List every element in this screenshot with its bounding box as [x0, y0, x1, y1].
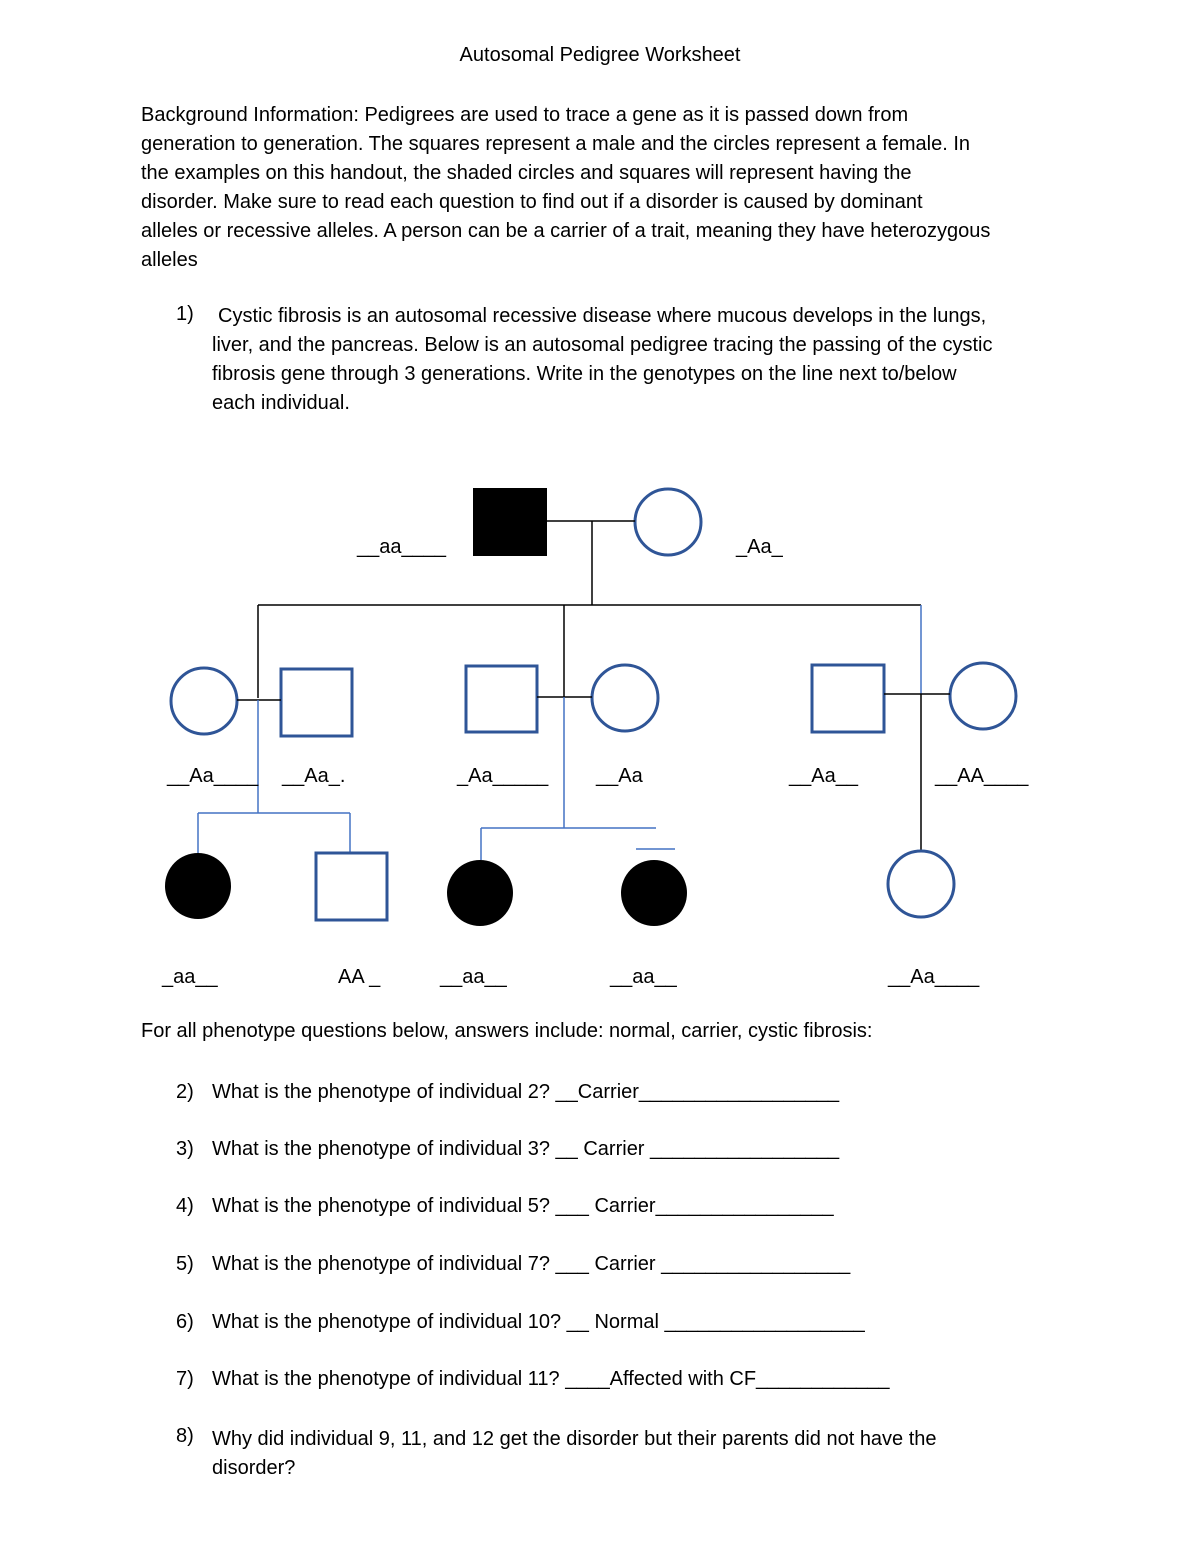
question-1-number: 1) — [176, 303, 194, 325]
genotype-gen2-e: __Aa__ — [789, 765, 858, 787]
gen3-female — [888, 851, 954, 917]
gen1-male-affected — [474, 489, 546, 555]
genotype-gen3-d: __aa__ — [610, 966, 677, 988]
question-7-text: What is the phenotype of individual 11? ____Affected with CF____________ — [212, 1368, 890, 1390]
gen3-female-affected-1 — [165, 853, 231, 919]
question-5-text: What is the phenotype of individual 7? ___ Carrier _________________ — [212, 1253, 851, 1275]
question-6-number: 6) — [176, 1311, 194, 1333]
genotype-gen2-c: _Aa_____ — [457, 765, 549, 787]
question-2-text: What is the phenotype of individual 2? __Carrier__________________ — [212, 1081, 840, 1103]
question-1-line: fibrosis gene through 3 generations. Write in the genotypes on the line next to/below — [212, 363, 957, 385]
gen3-male — [316, 853, 387, 920]
genotype-gen1-mother: _Aa_ — [736, 536, 783, 558]
genotype-gen2-b: __Aa_. — [282, 765, 346, 787]
background-line: the examples on this handout, the shaded circles and squares will represent having the — [141, 162, 912, 184]
genotype-gen2-d: __Aa — [596, 765, 643, 787]
gen3-female-affected-3 — [621, 860, 687, 926]
question-1-line: Cystic fibrosis is an autosomal recessive disease where mucous develops in the lungs, — [218, 305, 987, 327]
gen2-male-3 — [466, 666, 537, 732]
gen2-female-4 — [592, 665, 658, 731]
gen2-male-2 — [281, 669, 352, 736]
genotype-gen3-a: _aa__ — [162, 966, 218, 988]
genotype-gen3-c: __aa__ — [440, 966, 507, 988]
background-line: Background Information: Pedigrees are used to trace a gene as it is passed down from — [141, 104, 909, 126]
background-line: generation to generation. The squares represent a male and the circles represent a female. In — [141, 133, 971, 155]
background-line: alleles — [141, 249, 198, 271]
question-2-number: 2) — [176, 1081, 194, 1103]
question-8-line: Why did individual 9, 11, and 12 get the disorder but their parents did not have the — [212, 1428, 937, 1450]
genotype-gen3-b: AA _ — [338, 966, 381, 988]
genotype-gen2-f: __AA____ — [935, 765, 1029, 787]
gen2-male-5 — [812, 665, 884, 732]
question-3-text: What is the phenotype of individual 3? __ Carrier _________________ — [212, 1138, 840, 1160]
gen1-female — [635, 489, 701, 555]
question-7-number: 7) — [176, 1368, 194, 1390]
question-6-text: What is the phenotype of individual 10? __ Normal __________________ — [212, 1311, 865, 1333]
phenotype-instructions: For all phenotype questions below, answers include: normal, carrier, cystic fibrosis: — [141, 1020, 873, 1042]
question-5-number: 5) — [176, 1253, 194, 1275]
question-8-line: disorder? — [212, 1457, 296, 1479]
question-8-text — [212, 1425, 937, 1483]
gen2-female-1 — [171, 668, 237, 734]
background-line: disorder. Make sure to read each question to find out if a disorder is caused by dominant — [141, 191, 923, 213]
genotype-gen2-a: __Aa____ — [167, 765, 259, 787]
question-1-line: each individual. — [212, 392, 350, 414]
gen3-female-affected-2 — [447, 860, 513, 926]
background-line: alleles or recessive alleles. A person can be a carrier of a trait, meaning they have heterozygous — [141, 220, 991, 242]
question-4-number: 4) — [176, 1195, 194, 1217]
question-3-number: 3) — [176, 1138, 194, 1160]
question-8-number: 8) — [176, 1425, 194, 1447]
question-4-text: What is the phenotype of individual 5? ___ Carrier________________ — [212, 1195, 834, 1217]
question-1-line: liver, and the pancreas. Below is an autosomal pedigree tracing the passing of the cystic — [212, 334, 993, 356]
genotype-gen3-e: __Aa____ — [888, 966, 980, 988]
gen2-female-6 — [950, 663, 1016, 729]
page-title: Autosomal Pedigree Worksheet — [459, 44, 741, 66]
genotype-gen1-father: __aa____ — [357, 536, 446, 558]
